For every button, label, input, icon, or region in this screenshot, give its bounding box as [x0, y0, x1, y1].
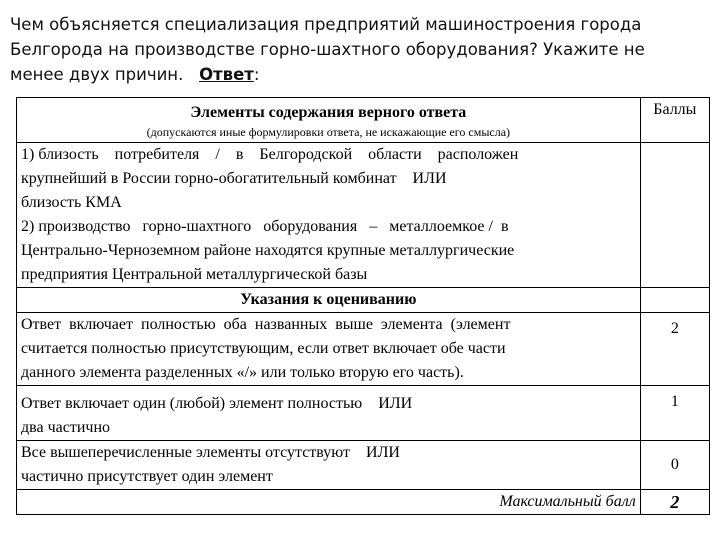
content-line: 1) близость потребителя / в Белгородской области расположен [21, 146, 519, 163]
criterion-score: 1 [640, 386, 709, 441]
header-cell [17, 98, 641, 143]
question-line-3 [10, 62, 710, 87]
question-line-2: Белгорода на производстве горно-шахтного оборудования? Укажите не [10, 40, 645, 59]
question-line-3-text: менее двух причин. [10, 65, 200, 84]
content-cell [17, 143, 641, 288]
criterion-line: данного элемента разделенных «/» или только вторую его часть). [21, 364, 464, 381]
guidance-row [17, 288, 710, 313]
content-line: крупнейший в России горно-обогатительный комбинат ИЛИ [21, 170, 447, 187]
content-score-empty [640, 143, 709, 288]
criterion-text [17, 313, 641, 386]
content-line: Центрально-Черноземном районе находятся крупные металлургические [21, 242, 515, 259]
content-line: близость КМА [21, 194, 122, 211]
content-line: предприятия Центральной металлургической базы [21, 266, 368, 283]
header-row [17, 98, 710, 143]
header-score: Баллы [640, 98, 709, 143]
criterion-line: Все вышеперечисленные элементы отсутствуют ИЛИ [21, 444, 400, 461]
question-text [10, 12, 710, 87]
criterion-line: частично присутствует один элемент [21, 468, 273, 485]
guidance-heading: Указания к оцениванию [17, 288, 641, 313]
criterion-text [17, 441, 641, 490]
criterion-line: Ответ включает полностью оба названных выше элемента (элемент [21, 316, 511, 333]
criterion-score: 2 [640, 313, 709, 386]
criterion-line: Ответ включает один (любой) элемент полностью ИЛИ [21, 395, 413, 412]
header-title: Элементы содержания верного ответа [190, 104, 467, 121]
criterion-text [17, 386, 641, 441]
max-row [17, 490, 710, 515]
rubric-table [16, 97, 710, 515]
criterion-row-0 [17, 441, 710, 490]
question-line-1: Чем объясняется специализация предприятий машиностроения города [10, 15, 642, 34]
content-line: 2) производство горно-шахтного оборудования – металлоемкое / в [21, 218, 509, 235]
content-row [17, 143, 710, 288]
criterion-score: 0 [640, 441, 709, 490]
answer-colon: : [253, 65, 260, 84]
answer-label: Ответ [199, 65, 254, 84]
criterion-row-2 [17, 313, 710, 386]
criterion-line: считается полностью присутствующим, если ответ включает обе части [21, 340, 506, 357]
header-subtitle: (допускаются иные формулировки ответа, не искажающие его смысла) [146, 125, 511, 139]
criterion-row-1 [17, 386, 710, 441]
max-value: 2 [640, 490, 709, 515]
guidance-score-empty [640, 288, 709, 313]
criterion-line: два частично [21, 419, 110, 436]
max-label: Максимальный балл [17, 490, 641, 515]
